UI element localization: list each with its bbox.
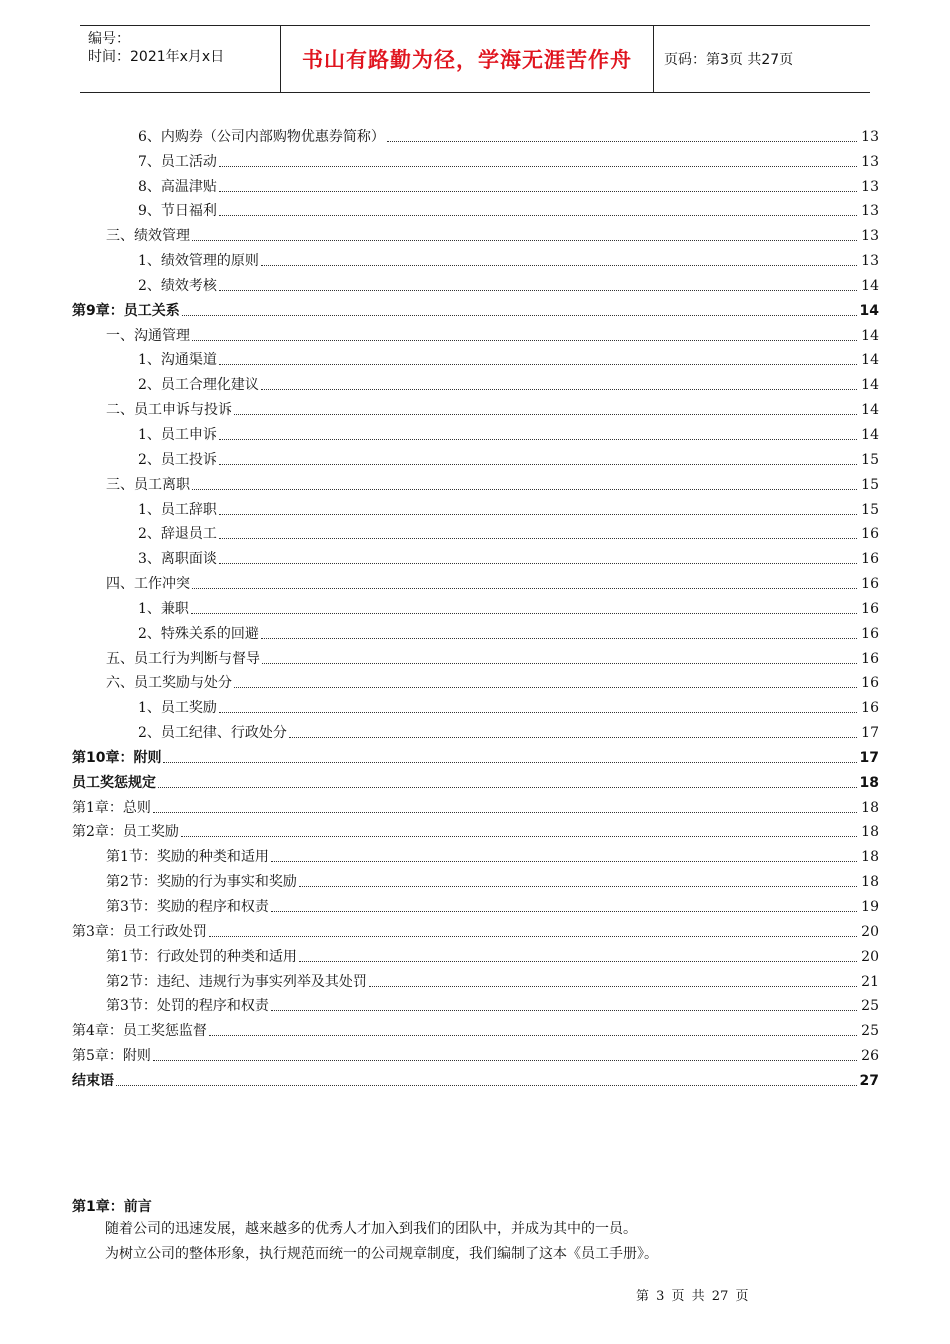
toc-leader-dots: [219, 191, 857, 192]
toc-entry-label: 第2章：员工奖励: [72, 824, 179, 841]
toc-entry-page: 13: [861, 203, 879, 220]
toc-entry-label: 2、员工合理化建议: [138, 377, 259, 394]
toc-entry[interactable]: [72, 1040, 879, 1065]
toc-leader-dots: [219, 514, 857, 515]
toc-entry-page: 14: [861, 277, 879, 294]
toc-entry[interactable]: [72, 866, 879, 891]
toc-leader-dots: [153, 1060, 857, 1061]
toc-entry[interactable]: [72, 146, 879, 171]
toc-entry-label: 8、高温津贴: [138, 178, 217, 195]
toc-entry-label: 第9章：员工关系: [72, 302, 180, 319]
toc-entry-label: 第3章：员工行政处罚: [72, 923, 207, 940]
toc-leader-dots: [116, 1085, 857, 1086]
toc-entry-page: 15: [861, 451, 879, 468]
toc-entry-page: 14: [861, 352, 879, 369]
toc-entry-label: 6、内购券（公司内部购物优惠券简称）: [138, 128, 385, 145]
toc-entry-label: 第1章：总则: [72, 799, 151, 816]
toc-entry-page: 18: [861, 849, 879, 866]
toc-leader-dots: [299, 886, 857, 887]
toc-entry-page: 27: [859, 1072, 879, 1089]
toc-entry-label: 第5章：附则: [72, 1048, 151, 1065]
toc-leader-dots: [158, 787, 857, 788]
toc-entry-page: 13: [861, 228, 879, 245]
toc-leader-dots: [219, 439, 857, 440]
toc-entry-page: 15: [861, 501, 879, 518]
toc-entry[interactable]: [72, 419, 879, 444]
toc-entry-label: 1、员工辞职: [138, 501, 217, 518]
toc-entry[interactable]: [72, 121, 879, 146]
toc-entry-page: 14: [861, 402, 879, 419]
toc-entry[interactable]: [72, 792, 879, 817]
toc-entry-page: 16: [861, 650, 879, 667]
toc-entry-page: 14: [859, 302, 879, 319]
toc-leader-dots: [192, 340, 857, 341]
toc-entry-page: 17: [861, 725, 879, 742]
header-meta-cell: [80, 26, 281, 92]
toc-leader-dots: [261, 265, 857, 266]
toc-entry-page: 16: [861, 526, 879, 543]
toc-entry-page: 20: [861, 923, 879, 940]
toc-entry-label: 第3节：奖励的程序和权责: [106, 899, 269, 915]
body-paragraph: 随着公司的迅速发展，越来越多的优秀人才加入到我们的团队中，并成为其中的一员。: [105, 1221, 637, 1237]
toc-entry-label: 六、员工奖励与处分: [106, 675, 232, 692]
toc-entry[interactable]: [72, 295, 879, 320]
toc-entry-label: 第1节：行政处罚的种类和适用: [106, 948, 297, 965]
toc-leader-dots: [261, 638, 857, 639]
toc-entry[interactable]: [72, 220, 879, 245]
toc-entry-page: 18: [861, 874, 879, 891]
toc-entry-label: 2、员工投诉: [138, 451, 217, 468]
toc-entry[interactable]: [72, 916, 879, 941]
chapter-heading: 第1章：前言: [72, 1199, 152, 1215]
toc-leader-dots: [192, 240, 857, 241]
toc-entry-page: 26: [861, 1048, 879, 1065]
toc-entry-page: 16: [861, 600, 879, 617]
toc-entry[interactable]: [72, 394, 879, 419]
toc-entry-page: 13: [861, 153, 879, 170]
toc-leader-dots: [219, 563, 857, 564]
toc-leader-dots: [209, 1035, 857, 1036]
toc-entry-page: 18: [859, 774, 879, 791]
toc-entry[interactable]: [72, 841, 879, 866]
toc-entry-label: 五、员工行为判断与督导: [106, 650, 260, 667]
toc-entry-page: 17: [859, 749, 879, 766]
toc-leader-dots: [299, 961, 857, 962]
toc-entry[interactable]: [72, 717, 879, 742]
toc-leader-dots: [191, 613, 857, 614]
toc-entry-label: 3、离职面谈: [138, 551, 217, 568]
toc-entry[interactable]: [72, 568, 879, 593]
toc-entry-page: 15: [861, 476, 879, 493]
toc-leader-dots: [234, 687, 857, 688]
toc-entry[interactable]: [72, 891, 879, 916]
toc-entry-label: 2、特殊关系的回避: [138, 625, 259, 642]
toc-entry-label: 2、员工纪律、行政处分: [138, 725, 287, 742]
toc-entry-page: 16: [861, 551, 879, 568]
toc-leader-dots: [219, 166, 857, 167]
toc-entry-page: 25: [861, 998, 879, 1015]
toc-leader-dots: [261, 389, 857, 390]
toc-entry-label: 结束语: [72, 1072, 114, 1089]
toc-leader-dots: [182, 315, 857, 316]
document-number-label: 编号：: [88, 31, 130, 47]
toc-entry-label: 1、员工申诉: [138, 426, 217, 443]
toc-entry-label: 第10章：附则: [72, 749, 162, 766]
toc-entry-page: 25: [861, 1023, 879, 1040]
toc-entry-page: 18: [861, 824, 879, 841]
page-footer: 第 3 页 共 27 页: [636, 1289, 749, 1304]
toc-entry-label: 四、工作冲突: [106, 576, 190, 593]
toc-entry-page: 20: [861, 948, 879, 965]
toc-entry-page: 14: [861, 327, 879, 344]
toc-entry[interactable]: [72, 369, 879, 394]
toc-leader-dots: [219, 290, 857, 291]
toc-entry-page: 19: [861, 899, 879, 915]
toc-entry[interactable]: [72, 519, 879, 544]
toc-leader-dots: [271, 911, 857, 912]
toc-entry-label: 三、绩效管理: [106, 228, 190, 245]
toc-entry-label: 1、员工奖励: [138, 700, 217, 717]
toc-entry-page: 14: [861, 426, 879, 443]
toc-leader-dots: [271, 861, 857, 862]
toc-entry[interactable]: [72, 320, 879, 345]
toc-leader-dots: [219, 712, 857, 713]
toc-entry-page: 16: [861, 700, 879, 717]
toc-entry-label: 2、绩效考核: [138, 277, 217, 294]
toc-entry-page: 21: [861, 973, 879, 990]
toc-entry-page: 13: [861, 128, 879, 145]
toc-entry-label: 第1节：奖励的种类和适用: [106, 849, 269, 866]
toc-entry-page: 18: [861, 799, 879, 816]
toc-leader-dots: [219, 538, 857, 539]
toc-entry[interactable]: [72, 692, 879, 717]
toc-entry-label: 1、沟通渠道: [138, 352, 217, 369]
toc-entry[interactable]: [72, 767, 879, 792]
toc-entry-label: 9、节日福利: [138, 203, 217, 220]
toc-entry-page: 13: [861, 178, 879, 195]
toc-entry-page: 16: [861, 675, 879, 692]
toc-entry-label: 三、员工离职: [106, 476, 190, 493]
toc-entry-label: 第4章：员工奖惩监督: [72, 1023, 207, 1040]
toc-leader-dots: [369, 986, 857, 987]
toc-entry-label: 第2节：违纪、违规行为事实列举及其处罚: [106, 973, 367, 990]
toc-leader-dots: [234, 414, 857, 415]
toc-leader-dots: [163, 762, 857, 763]
toc-entry-page: 16: [861, 576, 879, 593]
document-header: [80, 25, 870, 93]
toc-entry-label: 一、沟通管理: [106, 327, 190, 344]
toc-entry[interactable]: [72, 742, 879, 767]
toc-entry[interactable]: [72, 245, 879, 270]
toc-leader-dots: [192, 489, 857, 490]
toc-entry[interactable]: [72, 643, 879, 668]
toc-entry[interactable]: [72, 1015, 879, 1040]
toc-leader-dots: [262, 663, 857, 664]
toc-entry-page: 14: [861, 377, 879, 394]
toc-leader-dots: [219, 364, 857, 365]
toc-entry[interactable]: [72, 817, 879, 842]
toc-entry[interactable]: [72, 345, 879, 370]
table-of-contents: [72, 121, 879, 1090]
toc-entry-label: 二、员工申诉与投诉: [106, 402, 232, 419]
toc-leader-dots: [271, 1010, 857, 1011]
body-paragraph: 为树立公司的整体形象，执行规范而统一的公司规章制度，我们编制了这本《员工手册》。: [105, 1246, 658, 1262]
toc-leader-dots: [219, 215, 857, 216]
toc-leader-dots: [192, 588, 857, 589]
toc-entry-page: 16: [861, 625, 879, 642]
toc-entry[interactable]: [72, 668, 879, 693]
toc-entry-label: 2、辞退员工: [138, 526, 217, 543]
toc-entry[interactable]: [72, 444, 879, 469]
toc-entry[interactable]: [72, 270, 879, 295]
toc-entry-label: 第2节：奖励的行为事实和奖励: [106, 874, 297, 891]
toc-entry[interactable]: [72, 171, 879, 196]
toc-entry[interactable]: [72, 1065, 879, 1090]
toc-entry[interactable]: [72, 543, 879, 568]
toc-entry-label: 第3节：处罚的程序和权责: [106, 998, 269, 1015]
toc-leader-dots: [153, 812, 857, 813]
document-time-label: 时间：2021年x月x日: [88, 49, 225, 65]
toc-entry[interactable]: [72, 494, 879, 519]
toc-entry-label: 员工奖惩规定: [72, 774, 156, 791]
toc-entry[interactable]: [72, 196, 879, 221]
toc-entry-label: 1、兼职: [138, 600, 189, 617]
toc-leader-dots: [219, 464, 857, 465]
toc-entry-page: 13: [861, 253, 879, 270]
toc-entry[interactable]: [72, 593, 879, 618]
toc-entry[interactable]: [72, 991, 879, 1016]
toc-leader-dots: [289, 737, 857, 738]
toc-entry[interactable]: [72, 941, 879, 966]
header-page-code: 页码：第3页 共27页: [664, 52, 794, 68]
toc-entry-label: 7、员工活动: [138, 153, 217, 170]
toc-entry[interactable]: [72, 469, 879, 494]
toc-leader-dots: [387, 141, 857, 142]
header-motto: 书山有路勤为径，学海无涯苦作舟: [281, 26, 654, 92]
toc-entry[interactable]: [72, 618, 879, 643]
toc-entry-label: 1、绩效管理的原则: [138, 253, 259, 270]
toc-entry[interactable]: [72, 966, 879, 991]
toc-leader-dots: [209, 936, 857, 937]
toc-leader-dots: [181, 836, 857, 837]
